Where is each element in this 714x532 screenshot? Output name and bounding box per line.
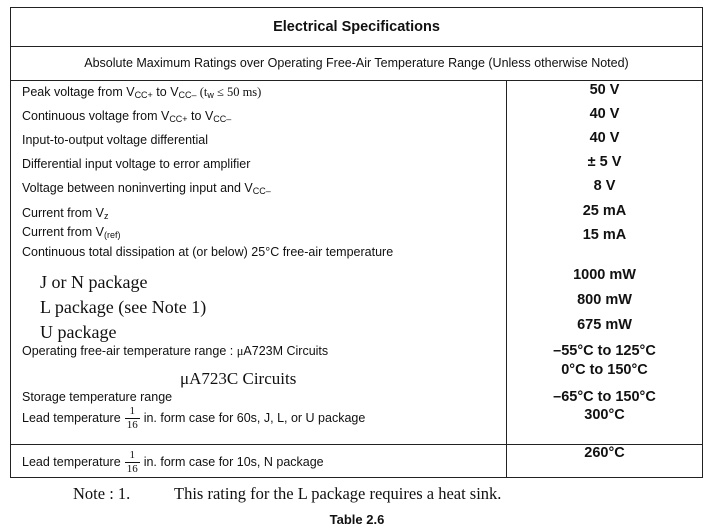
param-ua723c-circuits: μA723C Circuits: [180, 369, 297, 388]
fraction: $\frac{1}{16}$: [126, 405, 138, 431]
table-subtitle: Absolute Maximum Ratings over Operating Free-Air Temperature Range (Unless otherwise Noted): [11, 46, 702, 81]
table-caption: Table 2.6: [329, 512, 385, 527]
value-differential-input: ± 5 V: [587, 154, 622, 170]
value-current-vref: 15 mA: [582, 227, 627, 243]
spec-table: [10, 7, 703, 478]
value-lead-temp-10s: 260°C: [584, 445, 625, 461]
note-label: Note : 1.: [73, 484, 131, 503]
value-lead-temp-60s: 300°C: [584, 407, 625, 423]
param-lead-temp-10s: Lead temperature $\frac{1}{16}$ in. form case for 10s, N package: [22, 449, 324, 475]
param-io-differential: Input-to-output voltage differential: [22, 133, 209, 147]
param-noninverting-voltage: Voltage between noninverting input and $V_{CC-}$: [22, 181, 271, 196]
table-title: Electrical Specifications: [11, 8, 702, 47]
value-storage-range: –65°C to 150°C: [553, 389, 656, 405]
param-jn-package: J or N package: [40, 272, 148, 292]
param-operating-range: Operating free-air temperature range : μA723M Circuits: [22, 344, 329, 358]
value-jn-package: 1000 mW: [573, 267, 636, 283]
param-current-vref: Current from $V_{(ref)}$: [22, 225, 121, 240]
param-total-dissipation: Continuous total dissipation at (or below) 25°C free-air temperature: [22, 245, 394, 259]
param-storage-range: Storage temperature range: [22, 390, 173, 404]
fraction: $\frac{1}{16}$: [126, 449, 138, 475]
value-io-differential: 40 V: [589, 130, 620, 146]
table-note: [73, 484, 501, 504]
value-continuous-voltage: 40 V: [589, 106, 620, 122]
value-operating-range-m: –55°C to 125°C: [553, 343, 656, 359]
value-operating-range-c: 0°C to 150°C: [561, 362, 648, 378]
param-u-package: U package: [40, 322, 117, 342]
value-current-vz: 25 mA: [582, 203, 627, 219]
value-peak-voltage: 50 V: [589, 82, 620, 98]
param-continuous-voltage: Continuous voltage from $V_{CC+}$ to $V_{CC-}$: [22, 109, 232, 124]
param-lead-temp-60s: Lead temperature $\frac{1}{16}$ in. form case for 60s, J, L, or U package: [22, 405, 366, 431]
value-u-package: 675 mW: [577, 317, 632, 333]
param-peak-voltage: Peak voltage from $V_{CC+}$ to $V_{CC-}$ ($t_w \le 50$ ms): [22, 85, 262, 100]
note-text: This rating for the L package requires a heat sink.: [174, 484, 502, 503]
param-l-package: L package (see Note 1): [40, 297, 207, 317]
param-differential-input: Differential input voltage to error amplifier: [22, 157, 251, 171]
value-noninverting-voltage: 8 V: [593, 178, 616, 194]
param-current-vz: Current from $V_z$: [22, 206, 109, 221]
value-l-package: 800 mW: [577, 292, 632, 308]
